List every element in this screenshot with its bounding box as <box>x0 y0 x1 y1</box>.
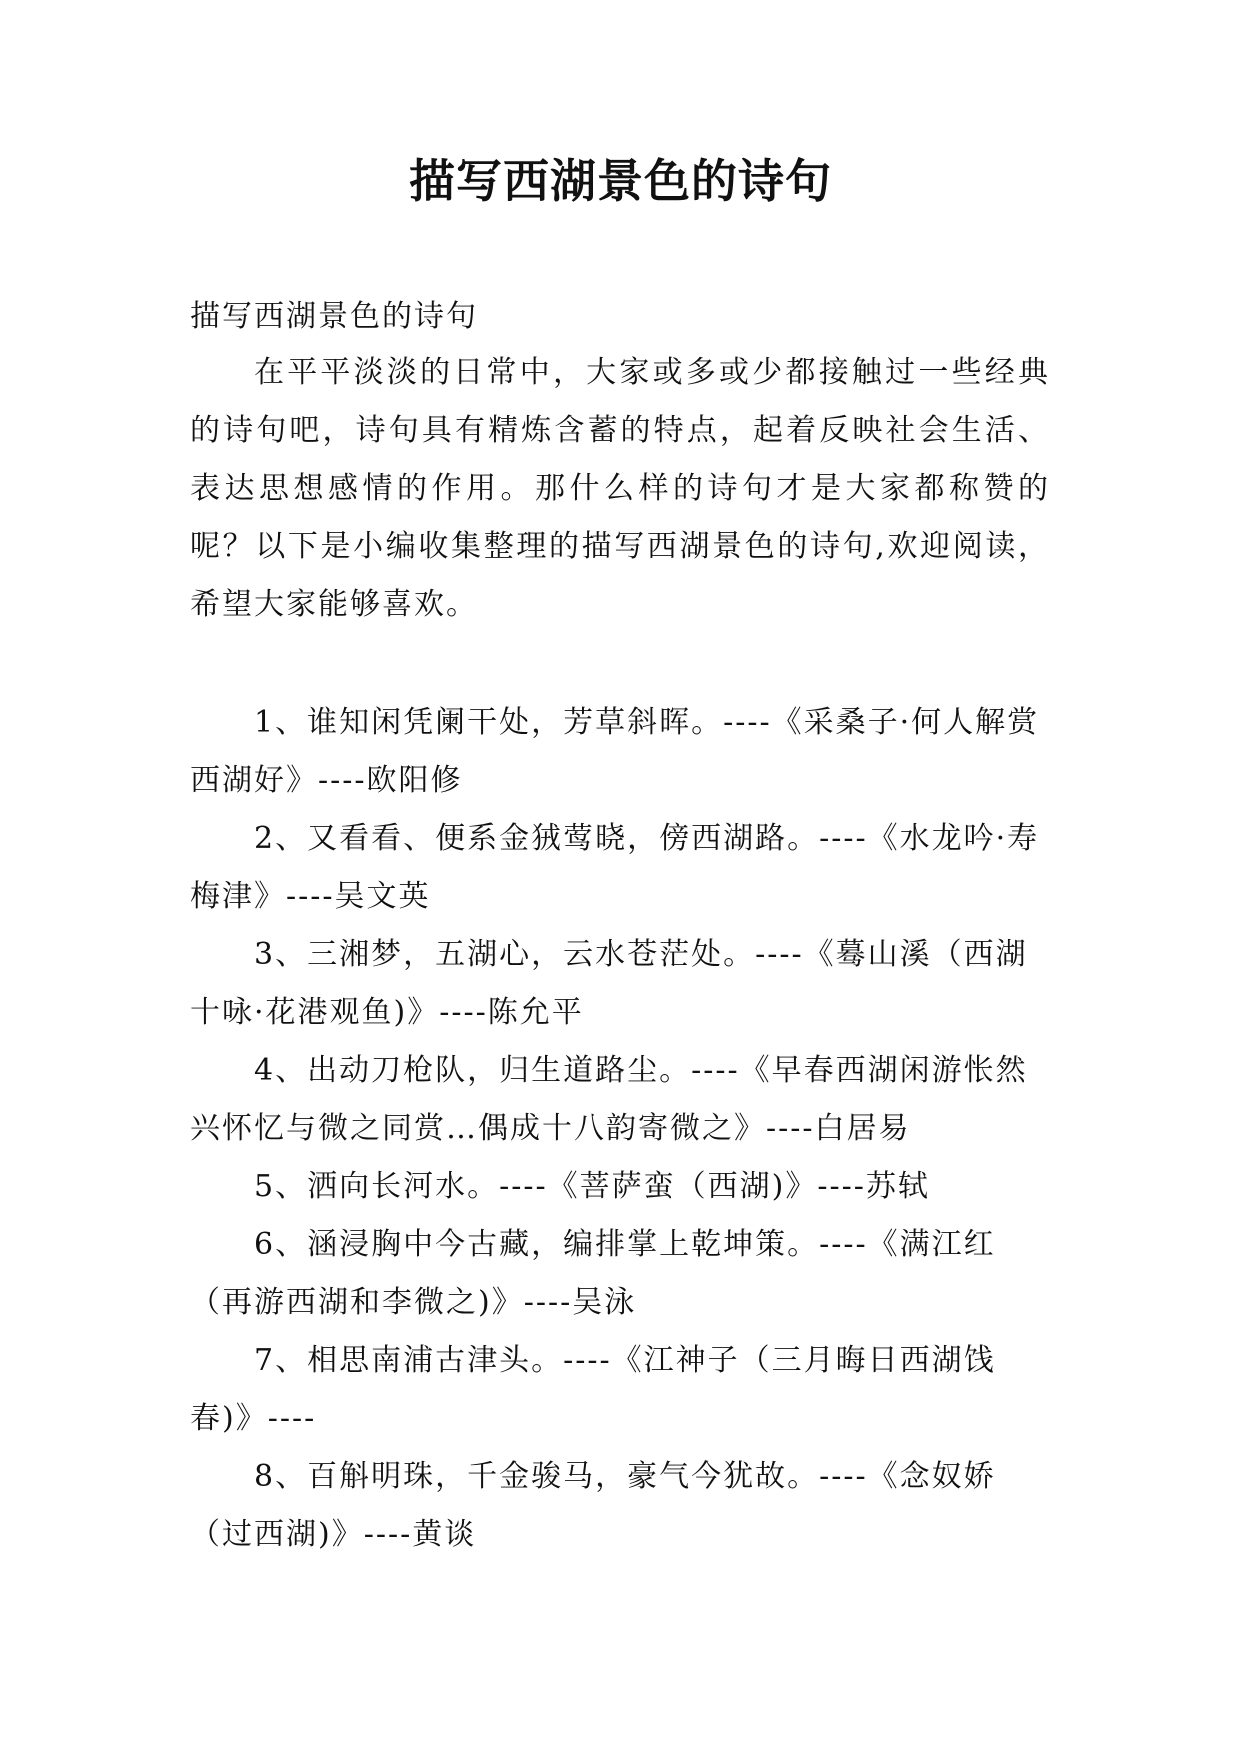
document-title: 描写西湖景色的诗句 <box>409 154 832 208</box>
poem-line-4: 4、出动刀枪队，归生道路尘。----《早春西湖闲游怅然兴怀忆与微之同赏…偶成十八韵寄微之》----白居易 <box>190 1053 1028 1146</box>
poem-line-3: 3、三湘梦，五湖心，云水苍茫处。----《蓦山溪（西湖十咏·花港观鱼)》----陈允平 <box>190 937 1028 1030</box>
poem-line-8: 8、百斛明珠，千金骏马，豪气今犹故。----《念奴娇（过西湖)》----黄谈 <box>190 1459 996 1552</box>
poem-line-1: 1、谁知闲凭阑干处，芳草斜晖。----《采桑子·何人解赏西湖好》----欧阳修 <box>190 705 1040 798</box>
intro-paragraph: 在平平淡淡的日常中，大家或多或少都接触过一些经典的诗句吧，诗句具有精炼含蓄的特点，起着反映社会生活、表达思想感情的作用。那什么样的诗句才是大家都称赞的呢？以下是小编收集整理的描写西湖景色的诗句,欢迎阅读，希望大家能够喜欢。 <box>190 355 1050 622</box>
poem-line-6: 6、涵浸胸中今古藏，编排掌上乾坤策。----《满江红（再游西湖和李微之)》----吴泳 <box>190 1227 996 1320</box>
poem-line-7: 7、相思南浦古津头。----《江神子（三月晦日西湖饯春)》---- <box>190 1343 996 1436</box>
poem-line-2: 2、又看看、便系金狨莺晓，傍西湖路。----《水龙吟·寿梅津》----吴文英 <box>190 821 1040 914</box>
document-subtitle: 描写西湖景色的诗句 <box>190 299 478 334</box>
poem-list <box>190 694 1050 1564</box>
poem-line-5: 5、洒向长河水。----《菩萨蛮（西湖)》----苏轼 <box>254 1169 930 1204</box>
